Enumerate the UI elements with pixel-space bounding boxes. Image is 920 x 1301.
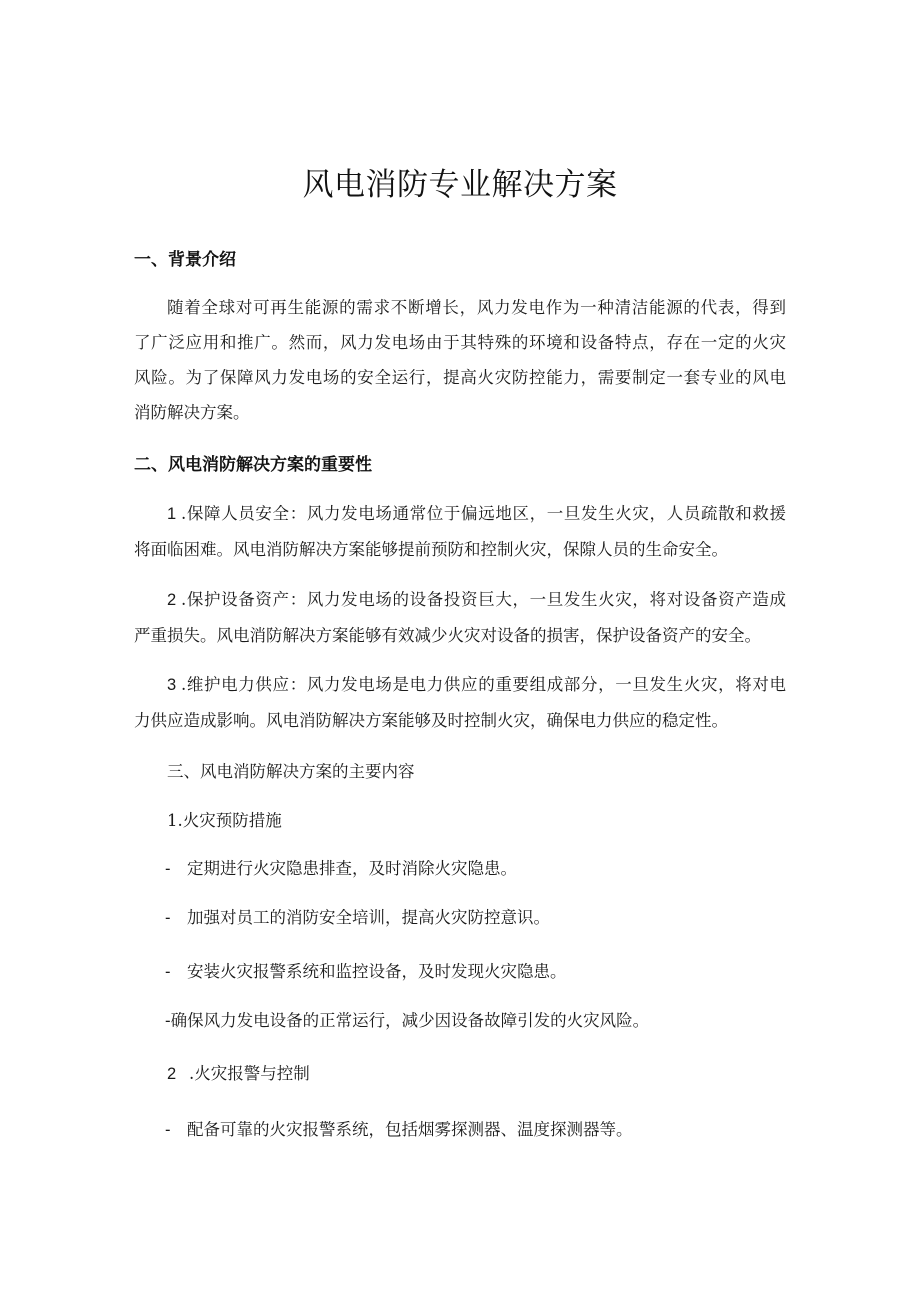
paragraph-line: 消防解决方案。 xyxy=(134,403,250,422)
section-heading-importance: 二、风电消防解决方案的重要性 xyxy=(134,455,372,475)
bullet-dash: - xyxy=(165,1011,171,1030)
bullet-dash: - xyxy=(165,963,171,981)
bullet-item xyxy=(165,1009,649,1033)
paragraph-line xyxy=(134,582,786,618)
paragraph-line: 力供应造成影响。风电消防解决方案能够及时控制火灾，确保电力供应的稳定性。 xyxy=(134,711,728,730)
bullet-item xyxy=(165,906,550,930)
item-text: .保障人员安全：风力发电场通常位于偏远地区，一旦发生火灾，人员疏散和救援 xyxy=(181,504,786,523)
importance-item-2 xyxy=(134,582,786,653)
importance-item-3 xyxy=(134,667,786,738)
paragraph-line: 将面临困难。风电消防解决方案能够提前预防和控制火灾，保隙人员的生命安全。 xyxy=(134,540,728,559)
item-text: .保护设备资产：风力发电场的设备投资巨大，一旦发生火灾，将对设备资产造成 xyxy=(181,590,786,609)
bullet-text: 加强对员工的消防安全培训，提高火灾防控意识。 xyxy=(187,908,550,927)
bullet-item xyxy=(165,1118,633,1142)
paragraph-line xyxy=(134,667,786,703)
section-heading-background: 一、背景介绍 xyxy=(134,250,236,270)
item-number: 2 xyxy=(167,591,177,609)
item-number: 2 xyxy=(167,1065,177,1083)
item-text: .维护电力供应：风力发电场是电力供应的重要组成部分，一旦发生火灾，将对电 xyxy=(181,675,786,694)
background-paragraph xyxy=(134,290,786,430)
bullet-dash: - xyxy=(165,860,171,878)
bullet-item xyxy=(165,960,567,984)
item-number: 3 xyxy=(167,676,177,694)
subsection-heading-alarm-control xyxy=(167,1062,310,1086)
bullet-text: 安装火灾报警系统和监控设备，及时发现火灾隐患。 xyxy=(187,962,567,981)
bullet-text: 定期进行火灾隐患排查，及时消除火灾隐患。 xyxy=(187,859,517,878)
item-number: 1 xyxy=(167,505,177,523)
bullet-text: 确保风力发电设备的正常运行，减少因设备故障引发的火灾风险。 xyxy=(170,1011,650,1030)
paragraph-line: 了广泛应用和推广。然而，风力发电场由于其特殊的环境和设备特点，存在一定的火灾 xyxy=(134,333,786,352)
page-title: 风电消防专业解决方案 xyxy=(302,167,618,203)
bullet-item xyxy=(165,857,517,881)
importance-item-1 xyxy=(134,496,786,567)
bullet-dash: - xyxy=(165,1121,171,1139)
section-heading-main-content: 三、风电消防解决方案的主要内容 xyxy=(167,762,415,781)
bullet-text: 配备可靠的火灾报警系统，包括烟雾探测器、温度探测器等。 xyxy=(187,1120,633,1139)
paragraph-line xyxy=(134,496,786,532)
paragraph-line: 严重损失。风电消防解决方案能够有效减少火灾对设备的损害，保护设备资产的安全。 xyxy=(134,626,761,645)
paragraph-line: 风险。为了保障风力发电场的安全运行，提高火灾防控能力，需要制定一套专业的风电 xyxy=(134,368,786,387)
bullet-dash: - xyxy=(165,909,171,927)
subsection-heading-text: .火灾报警与控制 xyxy=(189,1064,310,1083)
paragraph-line: 随着全球对可再生能源的需求不断增长，风力发电作为一种清洁能源的代表，得到 xyxy=(167,298,786,317)
subsection-heading-fire-prevention: 1.火灾预防措施 xyxy=(167,811,282,830)
